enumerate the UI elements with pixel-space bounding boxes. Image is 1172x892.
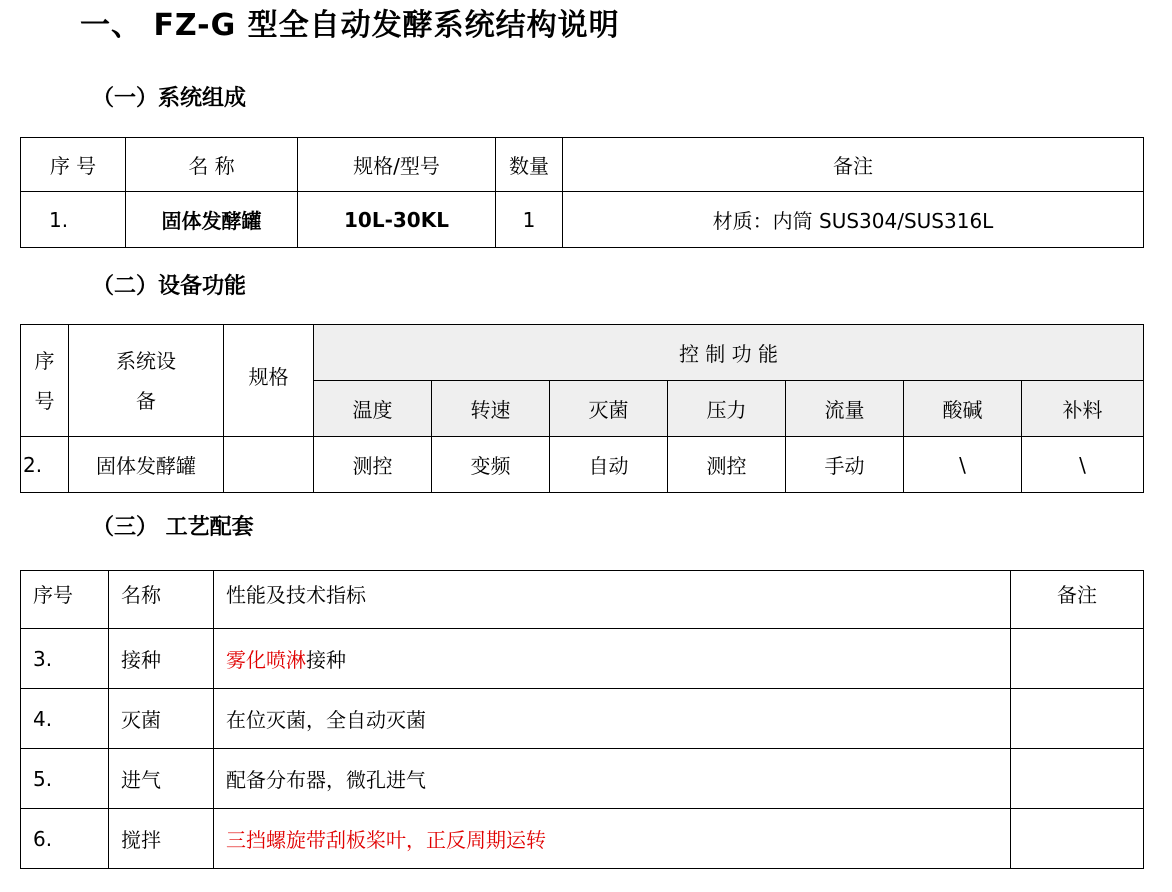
cell-qty: 1 [496, 192, 563, 248]
table-row [21, 809, 1144, 869]
highlight-text: 三挡螺旋带刮板桨叶，正反周期运转 [226, 828, 546, 852]
header-spec: 规格/型号 [298, 138, 496, 192]
subheader-pressure: 压力 [668, 381, 786, 437]
cell-flow: 手动 [786, 437, 904, 493]
cell-spec: 10L-30KL [298, 192, 496, 248]
cell-no: 2. [21, 437, 69, 493]
cell-note [1011, 809, 1144, 869]
section3-heading: （三） 工艺配套 [92, 515, 254, 540]
table-row [21, 629, 1144, 689]
equipment-function-table [20, 324, 1144, 493]
spec-text: 接种 [306, 648, 346, 672]
cell-name: 固体发酵罐 [126, 192, 298, 248]
cell-spec [224, 437, 314, 493]
highlight-text: 雾化喷淋 [226, 648, 306, 672]
subheader-temperature: 温度 [314, 381, 432, 437]
header-device: 系统设备 [69, 325, 224, 437]
section2-heading: （二）设备功能 [92, 274, 247, 299]
header-note: 备注 [1011, 571, 1144, 629]
subheader-flow: 流量 [786, 381, 904, 437]
table-row [21, 689, 1144, 749]
cell-ph: \ [904, 437, 1022, 493]
cell-note: 材质：内筒 SUS304/SUS316L [563, 192, 1144, 248]
table-header-row [21, 325, 1144, 381]
table-row [21, 437, 1144, 493]
process-support-table [20, 570, 1144, 869]
cell-note [1011, 749, 1144, 809]
header-no: 序号 [21, 325, 69, 437]
header-spec: 性能及技术指标 [214, 571, 1011, 629]
subheader-feed: 补料 [1022, 381, 1144, 437]
header-qty: 数量 [496, 138, 563, 192]
cell-no: 4. [21, 689, 109, 749]
header-name: 名 称 [126, 138, 298, 192]
header-spec: 规格 [224, 325, 314, 437]
cell-name: 接种 [109, 629, 214, 689]
cell-feed: \ [1022, 437, 1144, 493]
document-title: 一、 FZ-G 型全自动发酵系统结构说明 [80, 8, 620, 43]
cell-spec [214, 809, 1011, 869]
table-row [21, 749, 1144, 809]
cell-spec [214, 689, 1011, 749]
header-name: 名称 [109, 571, 214, 629]
system-composition-table [20, 137, 1144, 248]
table-header-row [21, 571, 1144, 629]
cell-note [1011, 689, 1144, 749]
table-header-row [21, 138, 1144, 192]
cell-sterilization: 自动 [550, 437, 668, 493]
cell-temperature: 测控 [314, 437, 432, 493]
cell-spec [214, 629, 1011, 689]
header-note: 备注 [563, 138, 1144, 192]
cell-no: 3. [21, 629, 109, 689]
header-no: 序号 [21, 571, 109, 629]
subheader-ph: 酸碱 [904, 381, 1022, 437]
cell-name: 进气 [109, 749, 214, 809]
header-control: 控 制 功 能 [314, 325, 1144, 381]
cell-note [1011, 629, 1144, 689]
cell-no: 5. [21, 749, 109, 809]
cell-name: 搅拌 [109, 809, 214, 869]
header-no: 序 号 [21, 138, 126, 192]
spec-text: 在位灭菌，全自动灭菌 [226, 708, 426, 732]
cell-device: 固体发酵罐 [69, 437, 224, 493]
cell-pressure: 测控 [668, 437, 786, 493]
cell-name: 灭菌 [109, 689, 214, 749]
subheader-speed: 转速 [432, 381, 550, 437]
spec-text: 配备分布器，微孔进气 [226, 768, 426, 792]
cell-no: 6. [21, 809, 109, 869]
cell-spec [214, 749, 1011, 809]
table-row [21, 192, 1144, 248]
cell-speed: 变频 [432, 437, 550, 493]
cell-no: 1. [21, 192, 126, 248]
subheader-sterilization: 灭菌 [550, 381, 668, 437]
section1-heading: （一）系统组成 [92, 86, 247, 111]
